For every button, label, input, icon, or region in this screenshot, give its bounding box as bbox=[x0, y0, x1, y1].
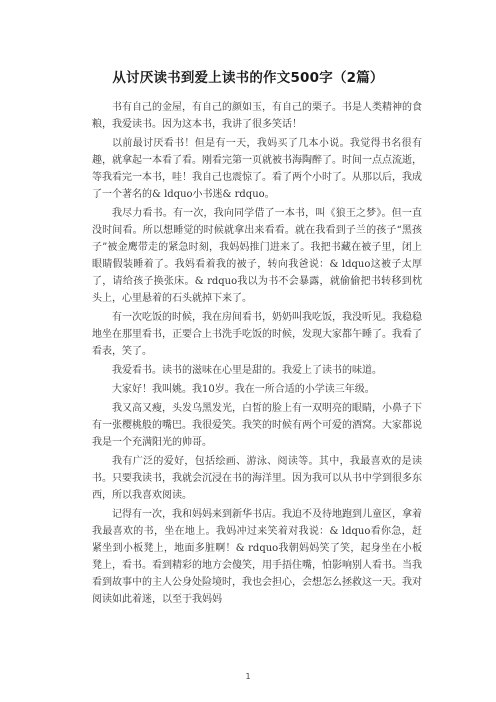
paragraph: 我爱看书。读书的滋味在心里是甜的。我爱上了读书的味道。 bbox=[112, 365, 382, 376]
paragraph: 有一次吃饭的时候，我在房间看书，奶奶叫我吃饭，我没听见。我稳稳地坐在那里看书，正要合上书洗手吃饭的时候，发现大家都午睡了。我看了看表，笑了。 bbox=[92, 312, 422, 357]
paragraph: 书有自己的金屋，有自己的颜如玉，有自己的栗子。书是人类精神的食粮，我爱读书。因为这本书，我讲了很多笑话！ bbox=[92, 102, 422, 130]
paragraph: 我尽力看书。有一次，我向同学借了一本书，叫《狼王之梦》。但一直没时间看。所以想睡觉的时候就拿出来看看。就在我看到子兰的孩子“黑孩子”被金鹰带走的紧急时刻，我妈妈推门进来了。我把书藏在被子里，闭上眼睛假装睡着了。我妈看着我的被子，转向我爸说：& ldquo这被子太厚了，请给孩子换张床。& rdquo我以为书不会暴露，就偷偷把书转移到枕头上，心里悬着的石头就掉下来了。 bbox=[92, 208, 422, 304]
document-title: 从讨厌读书到爱上读书的作文500字（2篇） bbox=[112, 70, 384, 86]
paragraph: 大家好！我叫姚。我10岁。我在一所合适的小学读三年级。 bbox=[112, 384, 375, 395]
paragraph: 我有广泛的爱好，包括绘画、游泳、阅读等。其中，我最喜欢的是读书。只要我读书，我就会沉浸在书的海洋里。因为我可以从书中学到很多东西，所以我喜欢阅读。 bbox=[92, 456, 422, 501]
paragraph: 以前最讨厌看书！但是有一天，我妈买了几本小说。我觉得书名很有趣，就拿起一本看了看。刚看完第一页就被书海陶醉了。时间一点点流逝，等我看完一本书，哇！我自己也震惊了。看了两个小时了。从那以后，我成了一个著名的& ldquo小书迷& rdquo。 bbox=[92, 138, 422, 200]
paragraph: 记得有一次，我和妈妈来到新华书店。我迫不及待地跑到儿童区，拿着我最喜欢的书，坐在地上。我妈冲过来笑着对我说：& ldquo看你急，赶紧坐到小板凳上，地面多脏啊！& rdquo我朝妈妈笑了笑，起身坐在小板凳上，看书。看到精彩的地方会傻笑，用手捂住嘴，怕影响别人看书。当我看到故事中的主人公身处险境时，我也会担心，会想怎么拯救这一天。我对阅读如此着迷，以至于我妈妈 bbox=[92, 509, 422, 605]
page-number: 1 bbox=[245, 672, 251, 681]
paragraph: 我又高又瘦，头发乌黑发光，白皙的脸上有一双明亮的眼睛，小鼻子下有一张樱桃般的嘴巴。我很爱笑。我笑的时候有两个可爱的酒窝。大家都说我是一个充满阳光的帅哥。 bbox=[92, 403, 422, 448]
document-body bbox=[92, 99, 422, 610]
